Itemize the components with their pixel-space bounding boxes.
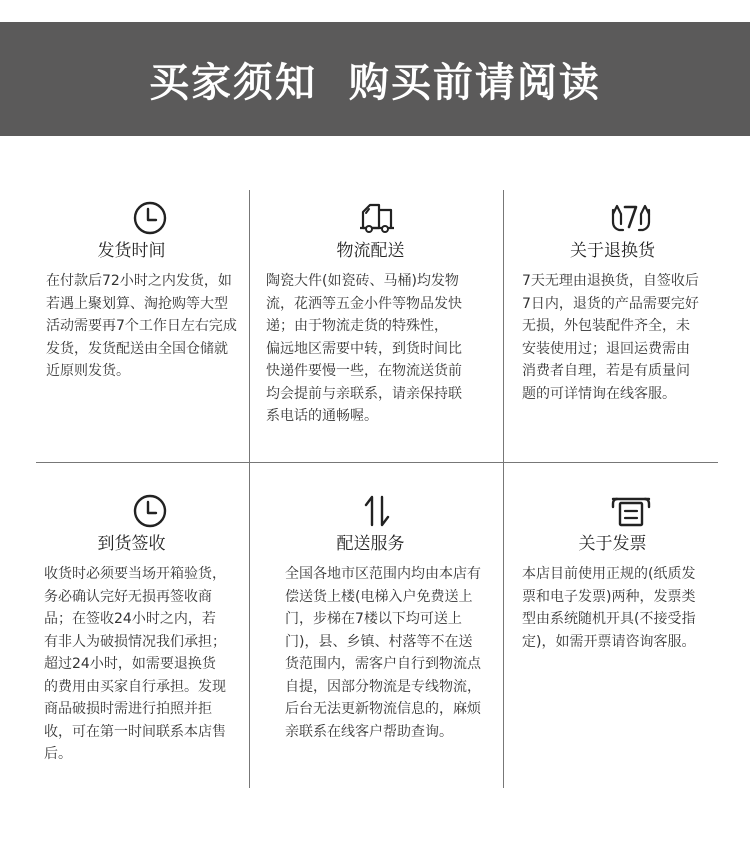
- clock-icon: [36, 198, 263, 238]
- clock-icon: [36, 491, 263, 531]
- section-body: 陶瓷大件(如瓷砖、马桶)均发物流，花洒等五金小件等物品发快递；由于物流走货的特殊性， 偏远地区需要中转，到货时间比快递件要慢一些，在物流送货前均会提前与亲联系，请亲保持联系电话的通畅喔。: [266, 273, 462, 424]
- up-down-arrows-icon: [263, 491, 490, 531]
- section-title: 物流配送: [336, 241, 405, 261]
- divider-vertical-right: [503, 190, 504, 788]
- section-title: 到货签收: [97, 534, 166, 554]
- divider-vertical-left: [249, 190, 250, 788]
- section-body: 在付款后72小时之内发货，如若遇上聚划算、淘抢购等大型活动需要再7个工作日左右完成发货，发货配送由全国仓储就近原则发货。: [46, 273, 237, 379]
- section-body: 7天无理由退换货，自签收后7日内，退货的产品需要完好无损，外包装配件齐全，未安装使用过；退回运费需由消费者自理，若是有质量问题的可详情询在线客服。: [522, 273, 699, 402]
- section-title: 发货时间: [97, 241, 166, 261]
- truck-icon: [263, 198, 490, 238]
- divider-horizontal: [36, 462, 718, 463]
- section-title: 配送服务: [336, 534, 405, 554]
- seven-day-return-icon: [517, 198, 744, 238]
- notice-grid: [36, 190, 718, 788]
- section-body: 本店目前使用正规的(纸质发票和电子发票)两种，发票类型由系统随机开具(不接受指定)，如需开票请咨询客服。: [522, 566, 696, 650]
- section-title: 关于退换货: [570, 241, 655, 261]
- section-body: 全国各地市区范围内均由本店有偿送货上楼(电梯入户免费送上门，步梯在7楼以下均可送上门)，县、乡镇、村落等不在送货范围内，需客户自行到物流点自提，因部分物流是专线物流，后台无法更新物流信息的，麻烦亲联系在线客户帮助查询。: [285, 566, 481, 740]
- header-banner: [0, 22, 750, 136]
- section-body: 收货时必须要当场开箱验货，务必确认完好无损再签收商品；在签收24小时之内，若有非人为破损情况我们承担；超过24小时，如需要退换货的费用由买家自行承担。发现商品破损时需进行拍照并拒收，可在第一时间联系本店售后。: [44, 566, 226, 762]
- section-title: 关于发票: [578, 534, 647, 554]
- receipt-printer-icon: [517, 491, 744, 531]
- page-title: 买家须知 购买前请阅读: [149, 59, 601, 106]
